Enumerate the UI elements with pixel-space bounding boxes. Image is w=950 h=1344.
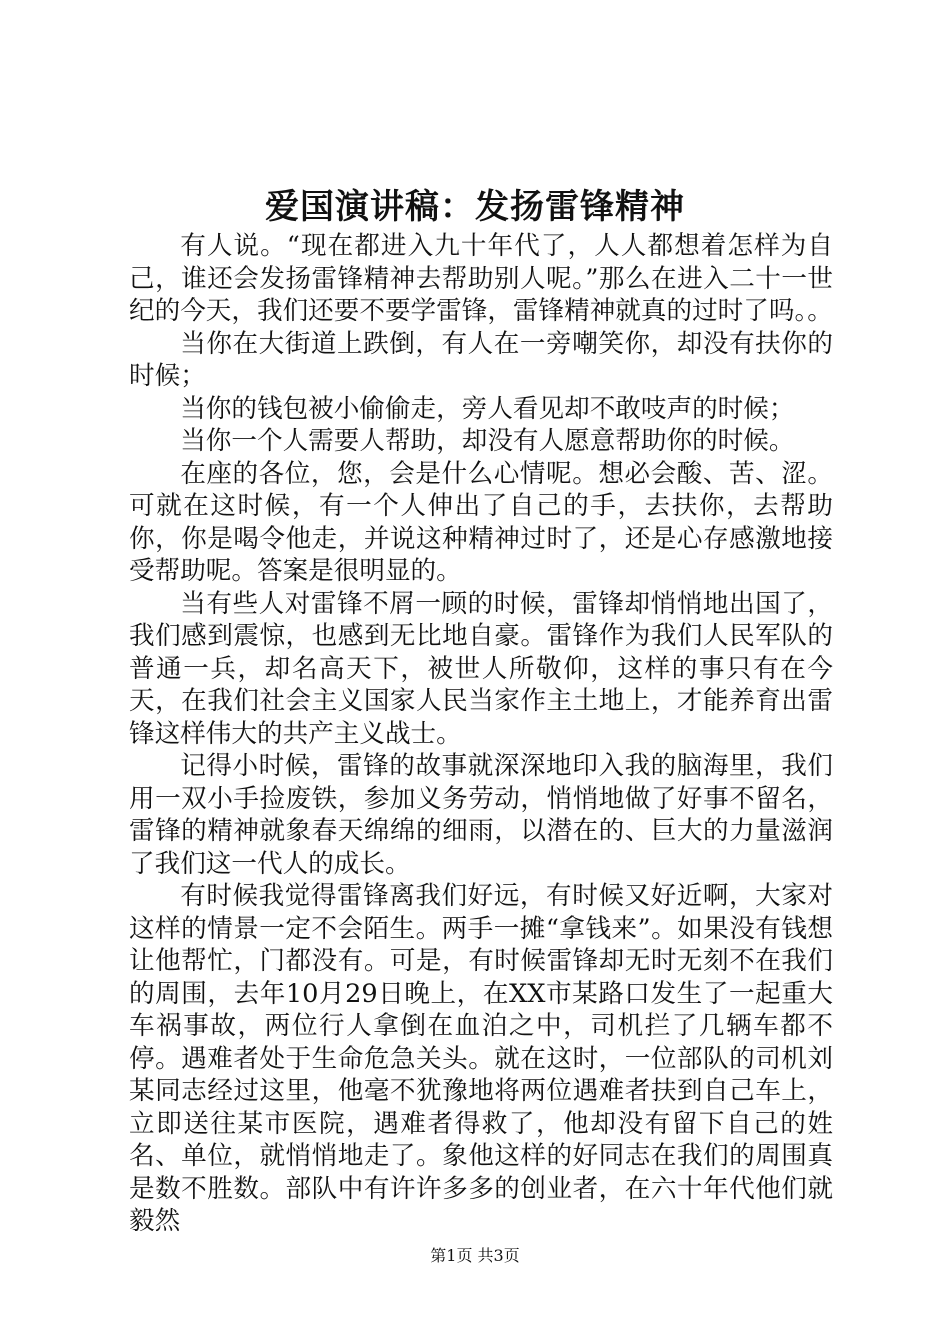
paragraph: 有人说。“现在都进入九十年代了，人人都想着怎样为自己，谁还会发扬雷锋精神去帮助别人呢。”那么在进入二十一世纪的今天，我们还要不要学雷锋，雷锋精神就真的过时了吗。。 (129, 231, 833, 326)
paragraph: 当你的钱包被小偷偷走，旁人看见却不敢吱声的时候； (180, 393, 795, 424)
paragraph: 当你一个人需要人帮助，却没有人愿意帮助你的时候。 (180, 426, 795, 456)
paragraph: 当有些人对雷锋不屑一顾的时候，雷锋却悄悄地出国了，我们感到震惊，也感到无比地自豪。雷锋作为我们人民军队的普通一兵，却名高天下，被世人所敬仰，这样的事只有在今天，在我们社会主义国家人民当家作主土地上，才能养育出雷锋这样伟大的共产主义战士。 (129, 588, 833, 749)
paragraph: 记得小时候，雷锋的故事就深深地印入我的脑海里，我们用一双小手捡废铁，参加义务劳动，悄悄地做了好事不留名，雷锋的精神就象春天绵绵的细雨，以潜在的、巨大的力量滋润了我们这一代人的成长。 (129, 751, 833, 879)
page-title: 爱国演讲稿：发扬雷锋精神 (265, 187, 685, 227)
paragraph: 有时候我觉得雷锋离我们好远，有时候又好近啊，大家对这样的情景一定不会陌生。两手一摊“拿钱来”。如果没有钱想让他帮忙，门都没有。可是，有时候雷锋却无时无刻不在我们的周围，去年10月29日晚上，在XX市某路口发生了一起重大车祸事故，两位行人拿倒在血泊之中，司机拦了几辆车都不停。遇难者处于生命危急关头。就在这时，一位部队的司机刘某同志经过这里，他毫不犹豫地将两位遇难者扶到自己车上，立即送往某市医院，遇难者得救了，他却没有留下自己的姓名、单位，就悄悄地走了。象他这样的好同志在我们的周围真是数不胜数。部队中有许许多多的创业者，在六十年代他们就毅然 (129, 881, 833, 1236)
page-footer: 第1页 共3页 (430, 1246, 520, 1265)
paragraph: 当你在大街道上跌倒，有人在一旁嘲笑你，却没有扶你的时候； (129, 328, 833, 391)
document-body (129, 230, 833, 1238)
paragraph: 在座的各位，您，会是什么心情呢。想必会酸、苦、涩。可就在这时候，有一个人伸出了自己的手，去扶你，去帮助你，你是喝令他走，并说这种精神过时了，还是心存感激地接受帮助呢。答案是很明显的。 (129, 458, 833, 586)
